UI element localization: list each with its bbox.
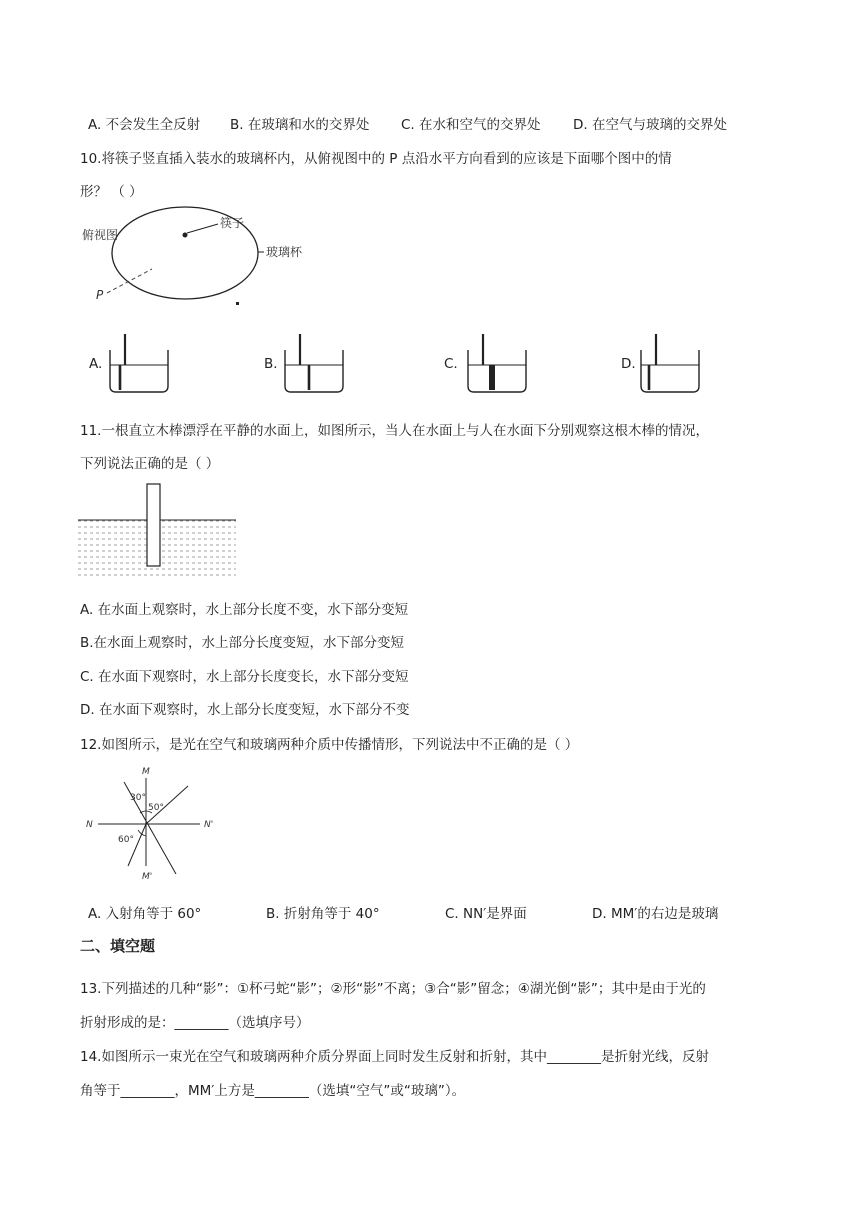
q11-option-d: D. 在水面下观察时，水上部分长度变短，水下部分不变 [80, 702, 410, 718]
angle-50: 50° [148, 803, 164, 813]
angle-30: 30° [130, 793, 146, 803]
q11-option-c: C. 在水面下观察时，水上部分长度变长，水下部分变短 [80, 669, 409, 685]
q9-option-a: A. 不会发生全反射 [88, 117, 201, 133]
q10-option-c-glass [466, 332, 528, 394]
label-m: M [142, 767, 150, 777]
q12-option-c: C. NN′是界面 [445, 906, 527, 922]
q9-option-d: D. 在空气与玻璃的交界处 [573, 117, 727, 133]
q10-option-c-label: C. [444, 356, 458, 372]
q9-option-b: B. 在玻璃和水的交界处 [230, 117, 370, 133]
q11-option-b: B.在水面上观察时，水上部分长度变短，水下部分变短 [80, 635, 405, 651]
q10-question-line2: 形？ （ ） [80, 184, 143, 200]
label-m-prime: M' [142, 872, 153, 882]
glass-label: 玻璃杯 [266, 245, 303, 259]
label-n: N [86, 820, 93, 830]
q14-question-line1: 14.如图所示一束光在空气和玻璃两种介质分界面上同时发生反射和折射，其中________是折射光线，反射 [80, 1049, 709, 1065]
q10-option-a-glass [108, 332, 170, 394]
q10-option-d-label: D. [621, 356, 636, 372]
chopstick-label: 筷子 [220, 216, 245, 230]
q11-floating-stick-figure [78, 482, 238, 582]
q12-option-d: D. MM′的右边是玻璃 [592, 906, 719, 922]
angle-60: 60° [118, 835, 134, 845]
q10-top-view-figure [80, 205, 340, 315]
q10-option-b-glass [283, 332, 345, 394]
q11-question-line2: 下列说法正确的是（ ） [80, 456, 220, 472]
q12-option-b: B. 折射角等于 40° [266, 906, 380, 922]
q12-refraction-figure [84, 762, 224, 882]
q13-question-line1: 13.下列描述的几种“影”：①杯弓蛇“影”；②形“影”不离；③合“影”留念；④湖光倒“影”；其中是由于光的 [80, 981, 706, 997]
q12-option-a: A. 入射角等于 60° [88, 906, 202, 922]
q10-option-d-glass [639, 332, 701, 394]
section-title-fill-in: 二、填空题 [80, 937, 156, 955]
q11-option-a: A. 在水面上观察时，水上部分长度不变，水下部分变短 [80, 602, 409, 618]
q11-question-line1: 11.一根直立木棒漂浮在平静的水面上，如图所示，当人在水面上与人在水面下分别观察这根木棒的情况， [80, 423, 709, 439]
q10-option-b-label: B. [264, 356, 278, 372]
q13-question-line2: 折射形成的是：________（选填序号） [80, 1015, 310, 1031]
point-p-label: P [96, 288, 104, 302]
label-n-prime: N' [204, 820, 214, 830]
top-view-label: 俯视图 [82, 228, 119, 242]
q12-question-line1: 12.如图所示，是光在空气和玻璃两种介质中传播情形，下列说法中不正确的是（ ） [80, 737, 579, 753]
q9-option-c: C. 在水和空气的交界处 [401, 117, 541, 133]
q10-question-line1: 10.将筷子竖直插入装水的玻璃杯内，从俯视图中的 P 点沿水平方向看到的应该是下面哪个图中的情 [80, 151, 672, 167]
q14-question-line2: 角等于________，MM′上方是________（选填“空气”或“玻璃”）。 [80, 1083, 466, 1099]
q10-option-a-label: A. [89, 356, 103, 372]
